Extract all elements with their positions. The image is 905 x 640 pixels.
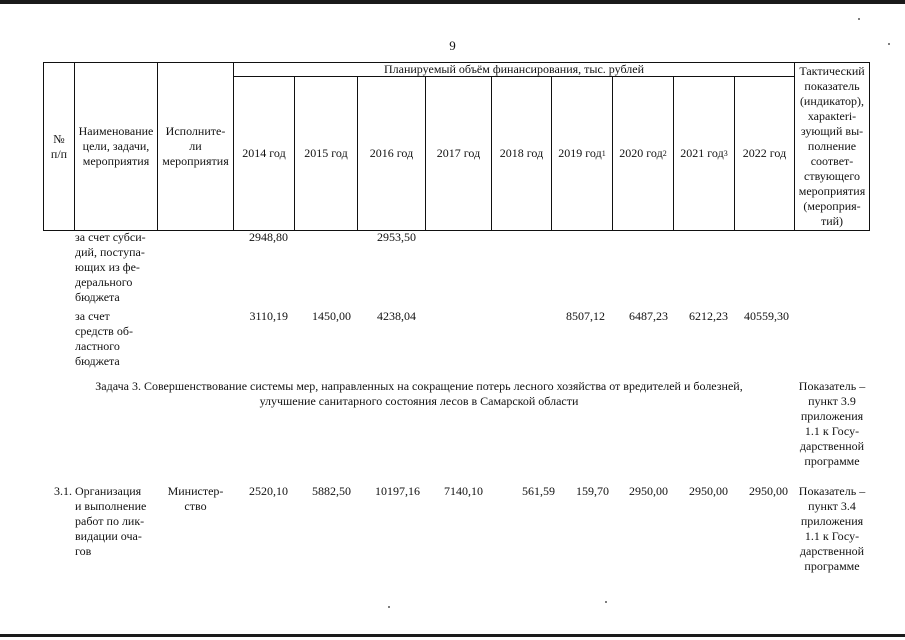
scan-speck (858, 18, 860, 20)
scan-speck (605, 601, 607, 603)
row-number: 3.1. (54, 484, 72, 498)
header-year: 2019 год 1 (558, 146, 606, 160)
value-cell: 2953,50 (377, 230, 416, 244)
scan-speck (388, 606, 390, 608)
header-name: Наименование цели, задачи, мероприятия (78, 124, 154, 168)
header-financing: Планируемый объём финансирования, тыс. рублей (383, 62, 644, 76)
value-cell: 10197,16 (375, 484, 420, 498)
value-cell: 40559,30 (744, 309, 789, 323)
task-3-line-2: улучшение санитарного состояния лесов в Самарской области (259, 394, 579, 408)
header-year: 2020 год 2 (619, 146, 667, 160)
header-year: 2017 год (436, 146, 481, 160)
value-cell: 5882,50 (312, 484, 351, 498)
row-executor: Министер- ство (167, 484, 224, 513)
row-name: Организация и выполнение работ по лик- видации оча- гов (75, 484, 147, 558)
value-cell: 8507,12 (566, 309, 605, 323)
page-number: 9 (449, 38, 456, 53)
value-cell: 4238,04 (377, 309, 416, 323)
row-indicator: Показатель – пункт 3.4 приложения 1.1 к Госу- дарственной программе (798, 484, 866, 573)
header-no: № п/п (50, 131, 68, 161)
row-name: за счет средств об- ластного бюджета (75, 309, 133, 368)
task-3-line-1: Задача 3. Совершенствование системы мер, направленных на сокращение потерь лесного хозяйства от вредителей и болезней, (95, 379, 743, 393)
value-cell: 3110,19 (249, 309, 288, 323)
scan-edge-top (0, 0, 905, 4)
header-year: 2018 год (499, 146, 544, 160)
value-cell: 6487,23 (629, 309, 668, 323)
header-year: 2021 год 3 (680, 146, 728, 160)
value-cell: 2950,00 (689, 484, 728, 498)
header-year: 2022 год (742, 146, 787, 160)
value-cell: 561,59 (522, 484, 555, 498)
header-year: 2014 год (242, 146, 286, 160)
header-executor: Исполните- ли мероприятия (162, 124, 229, 168)
header-year: 2015 год (304, 146, 348, 160)
header-indicator: Тактический показатель (индикатор), харакteri- зующий вы- полнение соответ- ствующего мероприятия (мероприя- тий) (798, 64, 866, 228)
scan-edge-bottom (0, 634, 905, 637)
row-name: за счет субси- дий, поступа- ющих из фе- дерального бюджета (75, 230, 146, 304)
value-cell: 6212,23 (689, 309, 728, 323)
task-3-indicator: Показатель – пункт 3.9 приложения 1.1 к Госу- дарственной программе (798, 379, 866, 468)
value-cell: 1450,00 (312, 309, 351, 323)
header-year: 2016 год (369, 146, 414, 160)
value-cell: 159,70 (576, 484, 609, 498)
value-cell: 2520,10 (249, 484, 288, 498)
value-cell: 2950,00 (629, 484, 668, 498)
value-cell: 2950,00 (749, 484, 788, 498)
value-cell: 7140,10 (444, 484, 483, 498)
value-cell: 2948,80 (249, 230, 288, 244)
